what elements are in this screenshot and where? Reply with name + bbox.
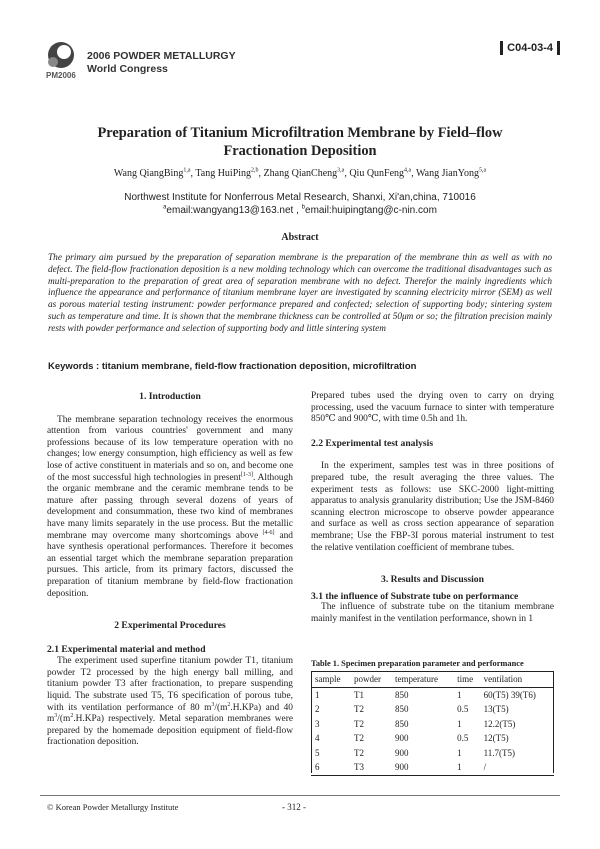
author-separator: , — [411, 168, 417, 179]
table-cell: 0.5 — [457, 704, 469, 715]
material-text-part3: .H.KPa) and 40 m — [47, 702, 293, 725]
table-cell: T2 — [354, 747, 365, 758]
footer-divider — [40, 795, 560, 796]
abstract-text: The primary aim pursued by the preparation of separation membrane is the preparation of the membrane thin as well as with no defect. The field-flow fractionation deposition is a new molding technology which can overcome the traditional disadvantages such as multi-preparation to the preparation of great area of separation membrane with no defect. Therefor the mainly ingredients which influence the appearance and performance of titanium membrane layer are investigated by scanning electricity mirror (SEM) as well as porous material testing instrument: powder performance prepared and confected; selection of supporting body; sintering system such as temperature and time. It is shown that the membrane thickness can be controlled at 50μm or so; the filtration precision mainly rests with powder performance and selection of supporting body and little sintering system — [48, 253, 552, 334]
material-text-part1: The experiment used superfine titanium powder T1, titanium powder T2 processed by the high energy ball milling, and titanium powder T3 after fractionation, to prepare suspending liquid. The substrate used T5, T6 specification of porous tube, with its ventilation performance of 80 m — [47, 656, 293, 713]
pm2006-logo — [44, 40, 78, 70]
table-cell: 850 — [395, 704, 409, 715]
table-row — [311, 687, 554, 702]
paper-code: C04-03-4 — [500, 41, 560, 55]
email-separator: , — [293, 205, 302, 216]
table-header-cell: powder — [350, 672, 391, 688]
email-line — [40, 204, 560, 217]
abstract-heading: Abstract — [281, 232, 319, 243]
email-a: email:wangyang13@163.net — [166, 205, 294, 216]
author-affiliation-mark: 5,a — [478, 167, 487, 174]
keywords — [48, 361, 416, 372]
material-text-part4: /(m — [57, 714, 71, 725]
author-name: Zhang QianCheng — [263, 168, 338, 179]
test-paragraph: In the experiment, samples test was in three positions of prepared tube, the result averaging the three values. The experiment tests as follows: use SKC-2000 light-mitting apparatus to analysis granularity distribution; Use the JSM-8460 scanning electron microscope to observe powder appearance and surface as well as cross section appearance of separation membrane; Use the FBP-3I porous material instrument to test the relative ventilation coefficient of membrane tubes. — [311, 461, 554, 553]
author-affiliation-mark: 4,a — [404, 167, 412, 174]
institute-name: Northwest Institute for Nonferrous Metal Research, Shanxi, Xi'an,china, 710016 — [124, 192, 476, 203]
logo-caption: PM2006 — [46, 71, 76, 80]
author-affiliation-mark: 2,b — [251, 167, 259, 174]
table-header-cell: sample — [311, 672, 350, 688]
table-cell: T2 — [354, 704, 365, 715]
table-cell: 4 — [315, 733, 320, 744]
author-name: Wang JianYong — [416, 168, 479, 179]
subsection-heading-material: 2.1 Experimental material and method — [47, 643, 206, 655]
introduction-paragraph — [47, 415, 293, 601]
table-cell: 6 — [311, 760, 350, 775]
table-cell: 13(T5) — [483, 704, 509, 715]
table-cell: T1 — [354, 689, 365, 700]
table-cell: 1 — [315, 689, 320, 700]
unit-superscript: 2 — [70, 713, 74, 720]
title-line1: Preparation of Titanium Microfiltration Membrane by Field–flow — [97, 125, 503, 141]
left-column — [47, 391, 293, 749]
table-caption: Table 1. Specimen preparation parameter and performance — [311, 659, 524, 668]
table-row — [311, 702, 554, 717]
table-row — [311, 717, 554, 732]
specimen-table — [311, 671, 554, 776]
right-column — [311, 391, 554, 626]
email-mark-b: b — [301, 204, 306, 211]
author-separator: , — [344, 168, 350, 179]
conference-line1: 2006 POWDER METALLURGY — [87, 50, 236, 62]
citation-ref: [4-6] — [258, 529, 275, 536]
material-text-part2: /(m — [214, 702, 228, 713]
table-cell: 900 — [391, 760, 453, 775]
table-row — [311, 731, 554, 746]
table-cell: 2 — [315, 704, 320, 715]
conference-line2: World Congress — [87, 63, 168, 75]
citation-ref: [1-3] — [240, 471, 253, 478]
section-heading-introduction: 1. Introduction — [139, 391, 201, 402]
author-name: Wang QiangBing — [113, 168, 184, 179]
unit-superscript: 3 — [211, 701, 215, 708]
author-affiliation-mark: 3,a — [337, 167, 345, 174]
keywords-text: titanium membrane, field-flow fractionation deposition, microfiltration — [101, 361, 417, 372]
unit-superscript: 2 — [227, 701, 231, 708]
intro-text-part3: and have synthesis operational performances. Therefore it becomes an essential target which the membrane separation preparation pursues. This article, from its primary factors, discussed the preparation of titanium membrane by field-flow fractionation deposition. — [47, 530, 293, 599]
substrate-paragraph: The influence of substrate tube on the titanium membrane mainly manifest in the ventilation performance, shown in 1 — [311, 602, 554, 624]
author-separator: , — [190, 168, 196, 179]
table-cell: T2 — [354, 718, 365, 729]
table-cell: 60(T5) 39(T6) — [483, 689, 536, 700]
table-cell: T2 — [354, 733, 365, 744]
author-separator: , — [258, 168, 264, 179]
table-cell: 12.2(T5) — [483, 718, 516, 729]
table-cell: T3 — [350, 760, 391, 775]
table-cell: 900 — [395, 747, 409, 758]
table-header-row — [311, 672, 554, 688]
table-header-cell: time — [453, 672, 479, 688]
keywords-label: Keywords : — [48, 361, 102, 372]
footer-copyright: © Korean Powder Metallurgy Institute — [47, 802, 179, 812]
drying-paragraph: Prepared tubes used the drying oven to carry on drying processing, used the vacuum furnace to sinter with temperature 850℃ and 900℃, with time 0.5h and 1h. — [311, 391, 554, 425]
table-cell: 0.5 — [457, 733, 469, 744]
page-number: - 312 - — [282, 802, 306, 812]
table-cell: 1 — [457, 718, 462, 729]
author-name: Tang HuiPing — [195, 168, 252, 179]
table-cell: 3 — [315, 718, 320, 729]
title-line2: Fractionation Deposition — [223, 143, 377, 159]
table-cell: 1 — [457, 747, 462, 758]
intro-text-part2: . Although the organic membrane and the ceramic membrane tends to be mature after passing through several dozens of years of development and consummation, these two kind of membranes have many limits separately in the use process. But the metallic membrane may overcome many shortcomings above — [47, 472, 293, 541]
subsection-heading-test: 2.2 Experimental test analysis — [311, 437, 434, 449]
email-mark-a: a — [163, 204, 167, 211]
table-cell: / — [480, 760, 554, 775]
section-heading-procedures: 2 Experimental Procedures — [114, 620, 226, 632]
author-name: Qiu QunFeng — [349, 168, 405, 179]
table-header-cell: temperature — [391, 672, 453, 688]
affiliation — [40, 191, 560, 217]
table-cell: 1 — [457, 689, 462, 700]
table-row — [311, 746, 554, 761]
table-cell: 900 — [395, 733, 409, 744]
material-paragraph — [47, 656, 293, 749]
author-list — [40, 168, 560, 179]
subsection-heading-substrate: 3.1 the influence of Substrate tube on performance — [311, 590, 519, 602]
material-text-part5: .H.KPa) respectively. Metal separation membranes were prepared by the homemade deposition equipment of field-flow fractionation deposition. — [47, 714, 293, 748]
table-cell: 850 — [395, 718, 409, 729]
section-heading-results: 3. Results and Discussion — [381, 574, 484, 586]
paper-title — [60, 124, 540, 160]
table-row — [311, 760, 554, 775]
email-b: email:huipingtang@c-nin.com — [305, 205, 437, 216]
intro-text-part1: The membrane separation technology receives the enormous attention from various countries' government and many professions because of its low temperature operation with no changes; low energy consumption, high efficiency as well as few lose of active constituent in materials and so on, and become one of the most successful high technologies in present — [47, 414, 293, 483]
table-cell: 11.7(T5) — [483, 747, 516, 758]
table-cell: 12(T5) — [483, 733, 509, 744]
conference-name — [87, 50, 236, 76]
table-cell: 850 — [395, 689, 409, 700]
author-affiliation-mark: 1,a — [183, 167, 191, 174]
table-cell: 1 — [453, 760, 479, 775]
table-header-cell: ventilation — [480, 672, 554, 688]
unit-superscript: 3 — [54, 713, 58, 720]
table-cell: 5 — [315, 747, 320, 758]
